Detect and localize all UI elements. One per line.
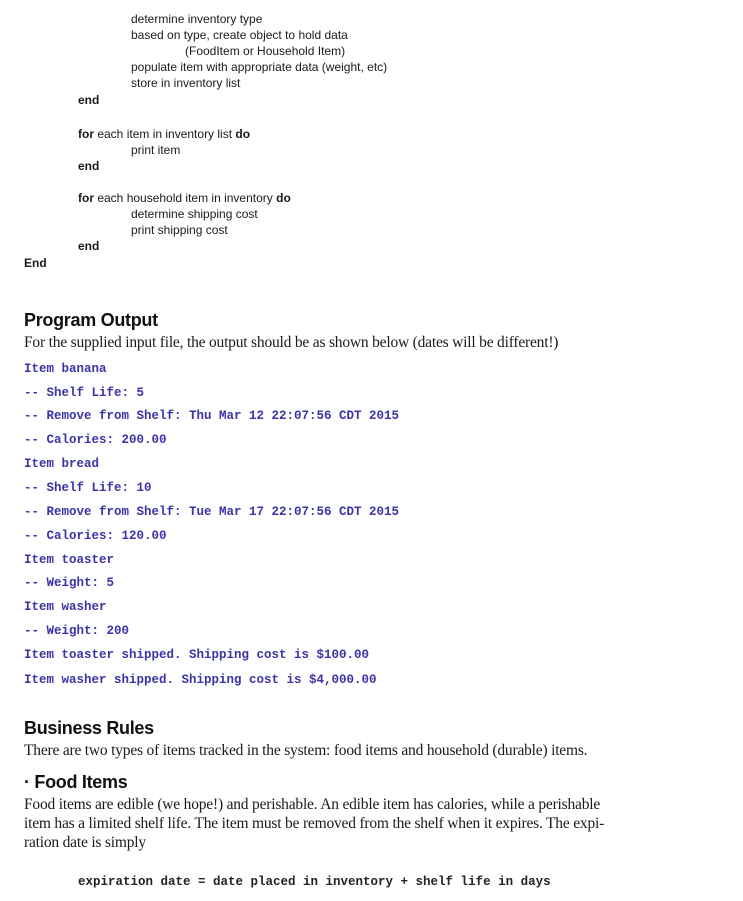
output-line: -- Calories: 200.00: [24, 433, 167, 447]
output-line: Item bread: [24, 457, 100, 471]
program-output-intro: For the supplied input file, the output should be as shown below (dates will be different!): [24, 334, 559, 351]
pseudocode-keyword-end: end: [78, 159, 100, 173]
pseudocode-keyword-End: End: [24, 256, 47, 270]
food-items-paragraph-line: Food items are edible (we hope!) and perishable. An edible item has calories, while a perishable: [24, 796, 601, 813]
food-items-paragraph-line: item has a limited shelf life. The item must be removed from the shelf when it expires. The expi-: [24, 815, 605, 832]
output-line: Item toaster shipped. Shipping cost is $100.00: [24, 648, 370, 662]
output-line: -- Weight: 200: [24, 624, 130, 638]
food-items-paragraph-line: ration date is simply: [24, 834, 146, 851]
pseudocode-keyword-end: end: [78, 239, 100, 253]
pseudocode-line: store in inventory list: [131, 76, 241, 90]
pseudocode-line: (FoodItem or Household Item): [185, 44, 346, 58]
expiration-formula: expiration date = date placed in inventory + shelf life in days: [78, 875, 551, 889]
pseudocode-line: print shipping cost: [131, 223, 228, 237]
output-line: Item washer: [24, 600, 107, 614]
pseudocode-keyword-end: end: [78, 93, 100, 107]
pseudocode-line: based on type, create object to hold data: [131, 28, 348, 42]
pseudocode-for-loop-household: for each household item in inventory do: [78, 191, 291, 205]
output-line: Item toaster: [24, 553, 115, 567]
output-line: Item banana: [24, 362, 107, 376]
pseudocode-line: determine shipping cost: [131, 207, 258, 221]
output-line: -- Weight: 5: [24, 576, 115, 590]
output-line: -- Shelf Life: 5: [24, 386, 145, 400]
pseudocode-line: print item: [131, 143, 181, 157]
output-line: -- Remove from Shelf: Tue Mar 17 22:07:56 CDT 2015: [24, 505, 400, 519]
business-rules-intro: There are two types of items tracked in the system: food items and household (durable) items.: [24, 742, 588, 759]
pseudocode-line: populate item with appropriate data (weight, etc): [131, 60, 388, 74]
pseudocode-for-loop-items: for each item in inventory list do: [78, 127, 251, 141]
subsection-heading-food-items: · Food Items: [24, 772, 128, 792]
output-line: -- Calories: 120.00: [24, 529, 167, 543]
section-heading-program-output: Program Output: [24, 310, 158, 330]
output-line: -- Shelf Life: 10: [24, 481, 152, 495]
pseudocode-line: determine inventory type: [131, 12, 263, 26]
output-line: Item washer shipped. Shipping cost is $4,000.00: [24, 673, 377, 687]
section-heading-business-rules: Business Rules: [24, 718, 154, 738]
bullet-icon: ·: [24, 772, 30, 792]
output-line: -- Remove from Shelf: Thu Mar 12 22:07:56 CDT 2015: [24, 409, 400, 423]
